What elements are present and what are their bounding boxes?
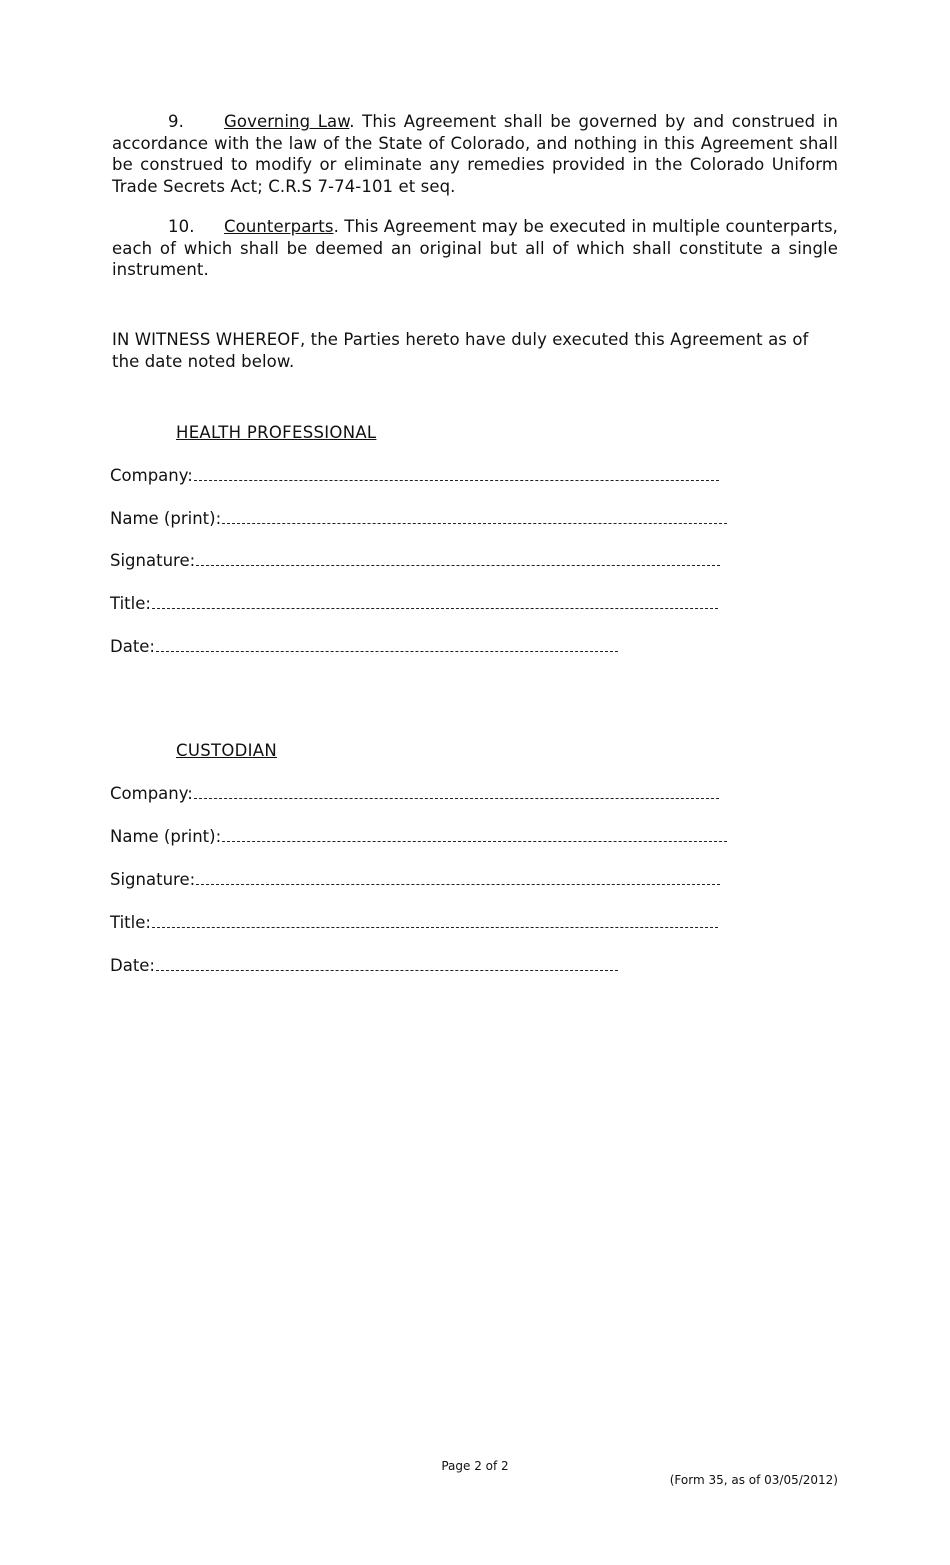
custodian-date-field[interactable] <box>110 955 618 977</box>
clause-text: . This Agreement shall be governed by and construed in accordance with the law of the State of Colorado, and nothing in this Agreement shall be construed to modify or eliminate any remedies provided in the Colorado Uniform Trade Secrets Act; C.R.S 7-74-101 et seq. <box>112 112 838 197</box>
custodian-heading: CUSTODIAN <box>176 741 278 760</box>
blank-line[interactable] <box>196 870 720 885</box>
hp-name-field[interactable] <box>110 508 727 530</box>
hp-signature-field[interactable] <box>110 550 720 572</box>
field-label: Name (print): <box>110 827 222 846</box>
field-label: Title: <box>110 913 151 932</box>
hp-company-field[interactable] <box>110 465 719 487</box>
blank-line[interactable] <box>222 509 727 524</box>
health-professional-heading: HEALTH PROFESSIONAL <box>176 423 377 442</box>
custodian-signature-field[interactable] <box>110 869 720 891</box>
field-label: Signature: <box>110 551 196 570</box>
form-version-note: (Form 35, as of 03/05/2012) <box>669 1473 838 1487</box>
witness-statement: IN WITNESS WHEREOF, the Parties hereto have duly executed this Agreement as of the date noted below. <box>112 330 809 371</box>
blank-line[interactable] <box>194 466 719 481</box>
blank-line[interactable] <box>194 784 719 799</box>
blank-line[interactable] <box>222 827 727 842</box>
blank-line[interactable] <box>152 913 718 928</box>
clause-text: . This Agreement may be executed in multiple counterparts, each of which shall be deemed an original but all of which shall constitute a single instrument. <box>112 217 838 280</box>
field-label: Name (print): <box>110 509 222 528</box>
clause-governing-law <box>112 111 838 198</box>
field-label: Signature: <box>110 870 196 889</box>
clause-heading: Counterparts <box>224 217 334 236</box>
field-label: Company: <box>110 784 193 803</box>
hp-date-field[interactable] <box>110 636 618 658</box>
field-label: Company: <box>110 466 193 485</box>
custodian-name-field[interactable] <box>110 826 727 848</box>
hp-title-field[interactable] <box>110 593 718 615</box>
clause-number: 10. <box>168 217 195 236</box>
field-label: Title: <box>110 594 151 613</box>
clause-number: 9. <box>168 112 184 131</box>
custodian-company-field[interactable] <box>110 783 719 805</box>
blank-line[interactable] <box>196 551 720 566</box>
custodian-title-field[interactable] <box>110 912 718 934</box>
field-label: Date: <box>110 956 155 975</box>
blank-line[interactable] <box>152 594 718 609</box>
page-number: Page 2 of 2 <box>441 1459 509 1473</box>
clause-counterparts <box>112 216 838 281</box>
blank-line[interactable] <box>156 956 618 971</box>
blank-line[interactable] <box>156 637 618 652</box>
clause-heading: Governing Law <box>224 112 350 131</box>
field-label: Date: <box>110 637 155 656</box>
